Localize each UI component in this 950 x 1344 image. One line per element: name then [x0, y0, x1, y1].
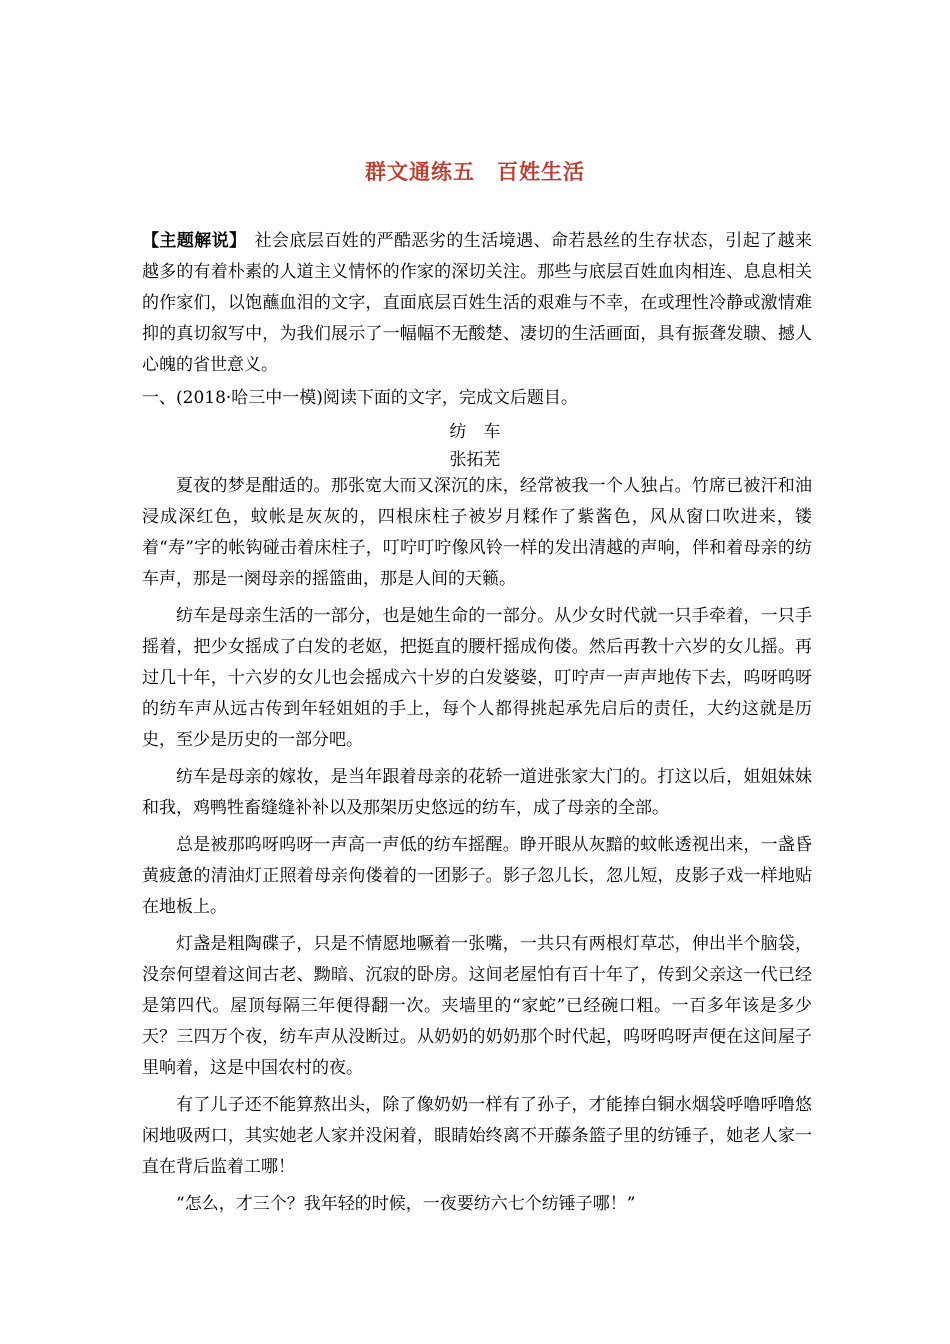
- theme-paragraph: [142, 226, 812, 381]
- question-prompt: 一、(2018·哈三中一模)阅读下面的文字，完成文后题目。: [142, 388, 578, 408]
- article-title: 纺 车: [449, 422, 501, 442]
- article-paragraph: 纺车是母亲的嫁妆，是当年跟着母亲的花轿一道进张家大门的。打这以后，姐姐妹妹和我，鸡鸭牲畜缝缝补补以及那架历史悠远的纺车，成了母亲的全部。: [142, 767, 812, 818]
- article-paragraph: 有了儿子还不能算熬出头，除了像奶奶一样有了孙子，才能捧白铜水烟袋呼噜呼噜悠闲地吸两口，其实她老人家并没闲着，眼睛始终离不开藤条篮子里的纺锤子，她老人家一直在背后监着工哪！: [142, 1095, 812, 1177]
- article-author: 张拓芜: [449, 450, 501, 470]
- theme-label: 【主题解说】: [142, 231, 247, 251]
- document-title: 群文通练五 百姓生活: [365, 159, 585, 184]
- article-paragraph: 夏夜的梦是酣适的。那张宽大而又深沉的床，经常被我一个人独占。竹席已被汗和油浸成深红色，蚊帐是灰灰的，四根床柱子被岁月糅作了紫酱色，风从窗口吹进来，镂着“寿”字的帐钩碰击着床柱子，叮咛叮咛像风铃一样的发出清越的声响，伴和着母亲的纺车声，那是一阕母亲的摇篮曲，那是人间的天籁。: [142, 476, 812, 589]
- article-paragraph: 纺车是母亲生活的一部分，也是她生命的一部分。从少女时代就一只手牵着，一只手摇着，把少女摇成了白发的老妪，把挺直的腰杆摇成佝偻。然后再教十六岁的女儿摇。再过几十年，十六岁的女儿也会摇成六十岁的白发婆婆，叮咛声一声声地传下去，呜呀呜呀的纺车声从远古传到年轻姐姐的手上，每个人都得挑起承先启后的责任，大约这就是历史，至少是历史的一部分吧。: [142, 606, 812, 750]
- article-paragraph: 总是被那呜呀呜呀一声高一声低的纺车摇醒。睁开眼从灰黯的蚊帐透视出来，一盏昏黄疲惫的清油灯正照着母亲佝偻着的一团影子。影子忽儿长，忽儿短，皮影子戏一样地贴在地板上。: [142, 835, 812, 917]
- theme-text: 社会底层百姓的严酷恶劣的生活境遇、命若悬丝的生存状态，引起了越来越多的有着朴素的人道主义情怀的作家的深切关注。那些与底层百姓血肉相连、息息相关的作家们，以饱蘸血泪的文字，直面底层百姓生活的艰难与不幸，在或理性冷静或激情难抑的真切叙写中，为我们展示了一幅幅不无酸楚、凄切的生活画面，具有振聋发聩、撼人心魄的省世意义。: [142, 231, 813, 375]
- article-paragraph: “怎么，才三个？我年轻的时候，一夜要纺六七个纺锤子哪！”: [176, 1194, 636, 1214]
- article-body: [142, 471, 812, 1226]
- article-paragraph: 灯盏是粗陶碟子，只是不情愿地噘着一张嘴，一共只有两根灯草芯，伸出半个脑袋，没奈何望着这间古老、黝暗、沉寂的卧房。这间老屋怕有百十年了，传到父亲这一代已经是第四代。屋顶每隔三年便得翻一次。夹墙里的“家蛇”已经碗口粗。一百多年该是多少天？三四万个夜，纺车声从没断过。从奶奶的奶奶那个时代起，呜呀呜呀声便在这间屋子里响着，这是中国农村的夜。: [142, 934, 812, 1078]
